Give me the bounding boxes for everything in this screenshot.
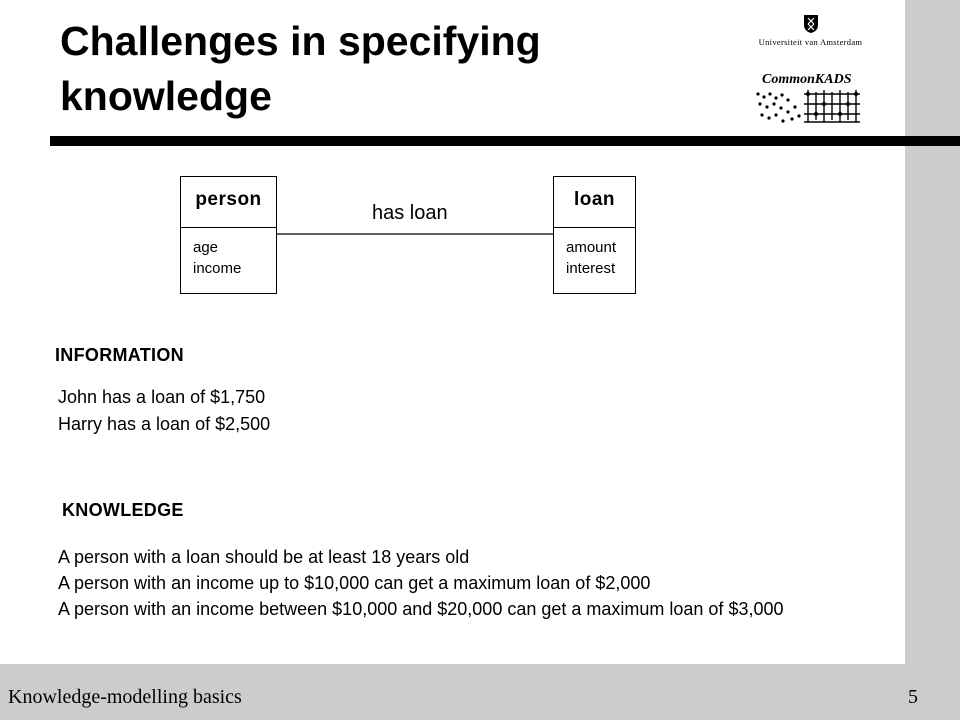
title-rule xyxy=(50,136,960,146)
entity-person-attribute: age xyxy=(193,239,219,256)
commonkads-wordmark: CommonKADS xyxy=(762,72,852,87)
footer-course-title: Knowledge-modelling basics xyxy=(8,686,242,708)
entity-loan-attribute: interest xyxy=(566,260,616,277)
entity-person-name: person xyxy=(195,189,262,210)
entity-loan-attribute: amount xyxy=(566,239,617,256)
entity-loan-name: loan xyxy=(573,189,616,210)
commonkads-logo xyxy=(754,72,864,128)
entity-person-divider xyxy=(181,227,276,228)
uva-shield-icon xyxy=(803,14,819,34)
right-sidebar-band xyxy=(905,0,960,720)
knowledge-line: A person with a loan should be at least 18 years old xyxy=(58,547,470,567)
entity-loan xyxy=(553,176,636,294)
slide-title-line-2: knowledge xyxy=(60,73,272,119)
slide-title xyxy=(60,14,660,124)
information-line: John has a loan of $1,750 xyxy=(58,387,266,407)
slide-title-line-1: Challenges in specifying xyxy=(60,18,541,64)
page-number: 5 xyxy=(908,686,918,708)
university-name: Universiteit van Amsterdam xyxy=(758,37,863,47)
entity-person-attribute: income xyxy=(193,260,242,277)
commonkads-dots-icon xyxy=(754,88,864,128)
entity-person xyxy=(180,176,277,294)
information-line: Harry has a loan of $2,500 xyxy=(58,414,271,434)
knowledge-heading: KNOWLEDGE xyxy=(62,500,184,520)
knowledge-line: A person with an income up to $10,000 can get a maximum loan of $2,000 xyxy=(58,573,651,593)
knowledge-line: A person with an income between $10,000 and $20,000 can get a maximum loan of $3,000 xyxy=(58,599,784,619)
uva-logo xyxy=(753,14,868,54)
relation-label: has loan xyxy=(372,202,448,224)
entity-loan-divider xyxy=(554,227,635,228)
information-heading: INFORMATION xyxy=(55,345,184,365)
